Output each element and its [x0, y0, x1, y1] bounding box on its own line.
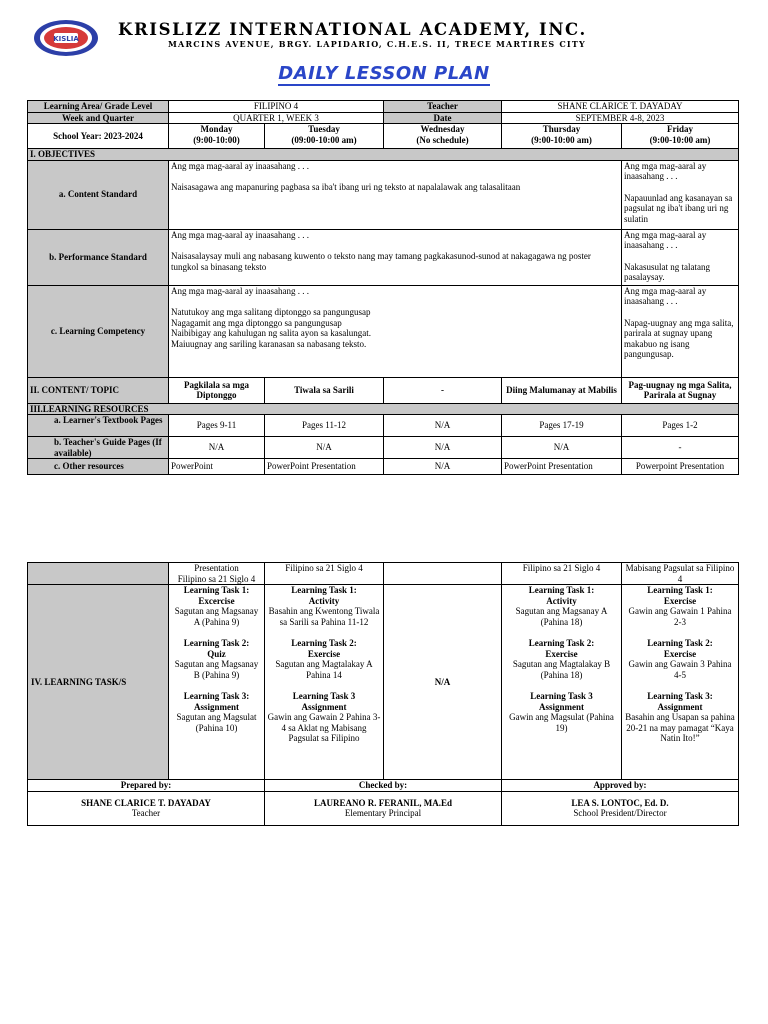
- tasks-friday: Learning Task 1: Exercise Gawin ang Gawain 1 Pahina 2-3 Learning Task 2: Exercise Gawin ang Gawain 3 Pahina 4-5 Learning Task 3: Assignment Basahin ang Usapan sa pahina 20-21 na may pamagat “Kaya Natin Ito!”: [622, 585, 739, 780]
- teacher-label: Teacher: [384, 101, 502, 113]
- textbook-pages-label: a. Learner's Textbook Pages: [28, 415, 169, 437]
- resource-wednesday: [384, 563, 502, 585]
- guide-monday: N/A: [169, 437, 265, 459]
- teacher-value: SHANE CLARICE T. DAYADAY: [502, 101, 739, 113]
- other-thursday: PowerPoint Presentation: [502, 459, 622, 475]
- date-label: Date: [384, 112, 502, 124]
- learning-tasks-label: IV. LEARNING TASK/S: [28, 585, 169, 780]
- other-resources-label: c. Other resources: [28, 459, 169, 475]
- tasks-monday: Learning Task 1: Excercise Sagutan ang Magsanay A (Pahina 9) Learning Task 2: Quiz Sagutan ang Magsanay B (Pahina 9) Learning Task 3: Assignment Sagutan ang Magsulat (Pahina 10): [169, 585, 265, 780]
- lesson-plan-table: [27, 100, 739, 475]
- performance-standard-friday: Ang mga mag-aaral ay inaasahang . . . Nakasusulat ng talatang pasalaysay.: [622, 229, 739, 285]
- learning-area-value: FILIPINO 4: [169, 101, 384, 113]
- content-standard-text: Ang mga mag-aaral ay inaasahang . . . Naisasagawa ang mapanuring pagbasa sa iba't ibang uri ng teksto at napalalawak ang talasalitaan: [169, 160, 622, 229]
- school-logo: [32, 18, 100, 58]
- week-label: Week and Quarter: [28, 112, 169, 124]
- resource-tuesday: Filipino sa 21 Siglo 4: [265, 563, 384, 585]
- approved-by-label: Approved by:: [502, 780, 739, 792]
- guide-wednesday: N/A: [384, 437, 502, 459]
- checked-by-signature: LAUREANO R. FERANIL, MA.Ed Elementary Principal: [265, 791, 502, 825]
- resource-monday: Presentation Filipino sa 21 Siglo 4: [169, 563, 265, 585]
- textbook-tuesday: Pages 11-12: [265, 415, 384, 437]
- performance-standard-text: Ang mga mag-aaral ay inaasahang . . . Naisasalaysay muli ang nabasang kuwento o teksto nang may tamang pagkakasunod-sunod at nakagagawa ng poster tungkol sa binasang teksto: [169, 229, 622, 285]
- prepared-by-signature: SHANE CLARICE T. DAYADAY Teacher: [28, 791, 265, 825]
- topic-thursday: Diing Malumanay at Mabilis: [502, 377, 622, 403]
- school-name: KRISLIZZ INTERNATIONAL ACADEMY, INC.: [118, 20, 587, 39]
- content-standard-label: a. Content Standard: [28, 160, 169, 229]
- teachers-guide-label: b. Teacher's Guide Pages (If available): [28, 437, 169, 459]
- textbook-friday: Pages 1-2: [622, 415, 739, 437]
- day-header-wednesday: Wednesday (No schedule): [384, 124, 502, 149]
- other-friday: Powerpoint Presentation: [622, 459, 739, 475]
- logo-text: KISLIA: [53, 35, 79, 43]
- prepared-by-label: Prepared by:: [28, 780, 265, 792]
- other-wednesday: N/A: [384, 459, 502, 475]
- tasks-wednesday: N/A: [384, 585, 502, 780]
- school-address: MARCINS AVENUE, BRGY. LAPIDARIO, C.H.E.S. II, TRECE MARTIRES CITY: [168, 39, 586, 49]
- resources-continued-label: [28, 563, 169, 585]
- checked-by-label: Checked by:: [265, 780, 502, 792]
- page-header: [28, 12, 740, 60]
- textbook-monday: Pages 9-11: [169, 415, 265, 437]
- learning-tasks-table: [27, 562, 739, 826]
- week-value: QUARTER 1, WEEK 3: [169, 112, 384, 124]
- content-standard-friday: Ang mga mag-aaral ay inaasahang . . . Napauunlad ang kasanayan sa pagsulat ng iba't ibang uri ng sulatin: [622, 160, 739, 229]
- learning-competency-text: Ang mga mag-aaral ay inaasahang . . . Natutukoy ang mga salitang diptonggo sa pangungusap Nagagamit ang mga diptonggo sa pangungusap Naibibigay ang kahulugan ng salita ayon sa kasalungat. Maiuugnay ang sariling karanasan sa nabasang teksto.: [169, 285, 622, 377]
- day-header-friday: Friday (9:00-10:00 am): [622, 124, 739, 149]
- objectives-heading: I. OBJECTIVES: [28, 149, 739, 161]
- learning-resources-heading: III.LEARNING RESOURCES: [28, 403, 739, 415]
- date-value: SEPTEMBER 4-8, 2023: [502, 112, 739, 124]
- day-header-monday: Monday (9:00-10:00): [169, 124, 265, 149]
- approved-by-signature: LEA S. LONTOC, Ed. D. School President/Director: [502, 791, 739, 825]
- learning-area-label: Learning Area/ Grade Level: [28, 101, 169, 113]
- textbook-thursday: Pages 17-19: [502, 415, 622, 437]
- learning-competency-label: c. Learning Competency: [28, 285, 169, 377]
- topic-tuesday: Tiwala sa Sarili: [265, 377, 384, 403]
- topic-monday: Pagkilala sa mga Diptonggo: [169, 377, 265, 403]
- textbook-wednesday: N/A: [384, 415, 502, 437]
- content-topic-label: II. CONTENT/ TOPIC: [28, 377, 169, 403]
- guide-thursday: N/A: [502, 437, 622, 459]
- resource-friday: Mabisang Pagsulat sa Filipino 4: [622, 563, 739, 585]
- resource-thursday: Filipino sa 21 Siglo 4: [502, 563, 622, 585]
- tasks-thursday: Learning Task 1: Activity Sagutan ang Magsanay A (Pahina 18) Learning Task 2: Exercise Sagutan ang Magtalakay B (Pahina 18) Learning Task 3 Assignment Gawin ang Magsulat (Pahina 19): [502, 585, 622, 780]
- guide-tuesday: N/A: [265, 437, 384, 459]
- document-title-text: DAILY LESSON PLAN: [278, 63, 490, 84]
- tasks-tuesday: Learning Task 1: Activity Basahin ang Kwentong Tiwala sa Sarili sa Pahina 11-12 Learning Task 2: Exercise Sagutan ang Magtalakay A Pahina 14 Learning Task 3 Assignment Gawin ang Gawain 2 Pahina 3-4 sa Aklat ng Mabisang Pagsulat sa Filipino: [265, 585, 384, 780]
- school-year-label: School Year: 2023-2024: [28, 124, 169, 149]
- day-header-thursday: Thursday (9:00-10:00 am): [502, 124, 622, 149]
- guide-friday: -: [622, 437, 739, 459]
- day-header-tuesday: Tuesday (09:00-10:00 am): [265, 124, 384, 149]
- topic-friday: Pag-uugnay ng mga Salita, Parirala at Sugnay: [622, 377, 739, 403]
- other-monday: PowerPoint: [169, 459, 265, 475]
- performance-standard-label: b. Performance Standard: [28, 229, 169, 285]
- svg-text:KISLIA: [53, 35, 79, 43]
- learning-competency-friday: Ang mga mag-aaral ay inaasahang . . . Napag-uugnay ang mga salita, parirala at sugnay upang makabuo ng isang pangungusap.: [622, 285, 739, 377]
- other-tuesday: PowerPoint Presentation: [265, 459, 384, 475]
- topic-wednesday: -: [384, 377, 502, 403]
- document-title: [0, 63, 768, 84]
